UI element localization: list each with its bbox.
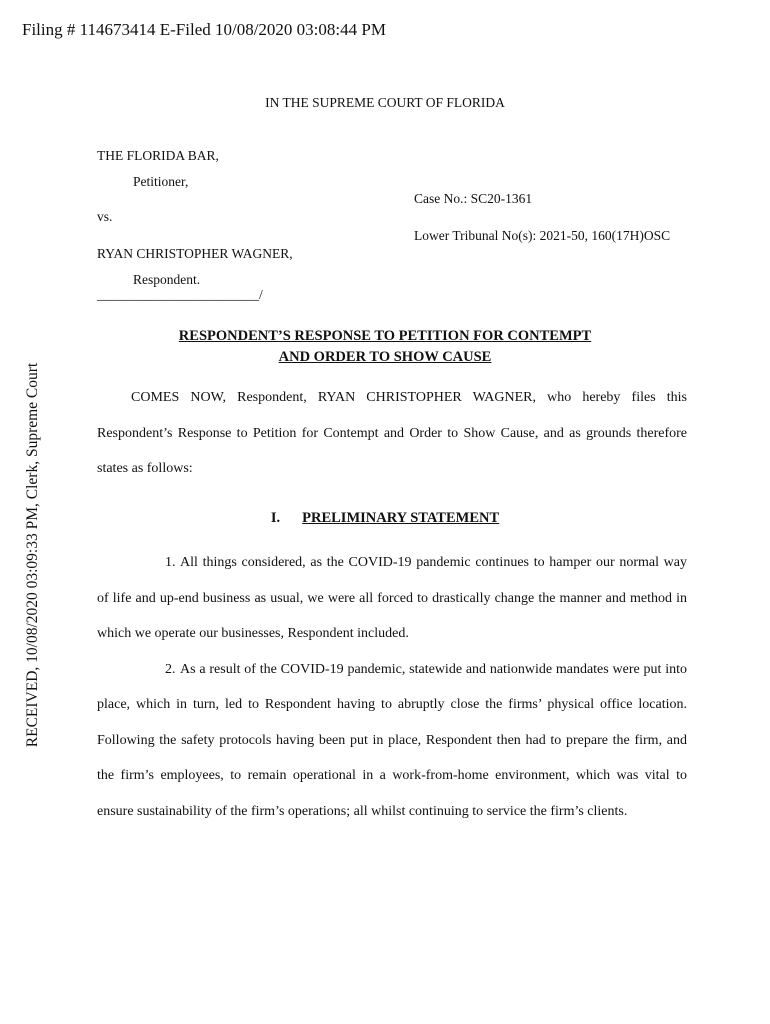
section-heading bbox=[0, 510, 770, 527]
petitioner-name: THE FLORIDA BAR, bbox=[97, 148, 219, 163]
paragraph-1-number: 1. bbox=[165, 555, 176, 570]
versus: vs. bbox=[97, 209, 113, 224]
petitioner-role: Petitioner, bbox=[133, 174, 189, 189]
paragraph-1 bbox=[97, 545, 687, 652]
intro-paragraph bbox=[97, 380, 687, 487]
numbered-paragraphs bbox=[97, 545, 687, 829]
lower-tribunal-number: Lower Tribunal No(s): 2021-50, 160(17H)OSC bbox=[414, 228, 671, 243]
intro-text: COMES NOW, Respondent, RYAN CHRISTOPHER WAGNER, who hereby files this Respondent’s Response to Petition for Contempt and Order to Show Cause, and as grounds therefore states as follows: bbox=[97, 390, 687, 476]
document-title bbox=[0, 326, 770, 368]
section-heading-text: PRELIMINARY STATEMENT bbox=[302, 510, 500, 526]
paragraph-2-text: As a result of the COVID-19 pandemic, statewide and nationwide mandates were put into place, which in turn, led to Respondent having to abruptly close the firms’ physical office location. Following the safety protocols having been put in place, Respondent then had to prepare the firm, and the firm’s employees, to remain operational in a work-from-home environment, which was vital to ensure sustainability of the firm’s operations; all whilst continuing to service the firm’s clients. bbox=[97, 661, 687, 819]
caption-signature-line: ________________________/ bbox=[97, 287, 263, 302]
respondent-name: RYAN CHRISTOPHER WAGNER, bbox=[97, 246, 293, 261]
respondent-role: Respondent. bbox=[133, 272, 201, 287]
case-number: Case No.: SC20-1361 bbox=[414, 191, 533, 206]
paragraph-1-text: All things considered, as the COVID-19 pandemic continues to hamper our normal way of life and up-end business as usual, we were all forced to drastically change the manner and method in which we operate our businesses, Respondent included. bbox=[97, 555, 687, 641]
received-stamp: RECEIVED, 10/08/2020 03:09:33 PM, Clerk, Supreme Court bbox=[24, 362, 41, 748]
paragraph-2-number: 2. bbox=[165, 661, 176, 677]
filing-header: Filing # 114673414 E-Filed 10/08/2020 03:08:44 PM bbox=[22, 20, 386, 39]
paragraph-2 bbox=[97, 652, 687, 830]
court-title: IN THE SUPREME COURT OF FLORIDA bbox=[265, 95, 505, 110]
document-title-line2: AND ORDER TO SHOW CAUSE bbox=[278, 349, 492, 365]
document-title-line1: RESPONDENT’S RESPONSE TO PETITION FOR CONTEMPT bbox=[178, 328, 592, 344]
section-number: I. bbox=[270, 510, 281, 526]
